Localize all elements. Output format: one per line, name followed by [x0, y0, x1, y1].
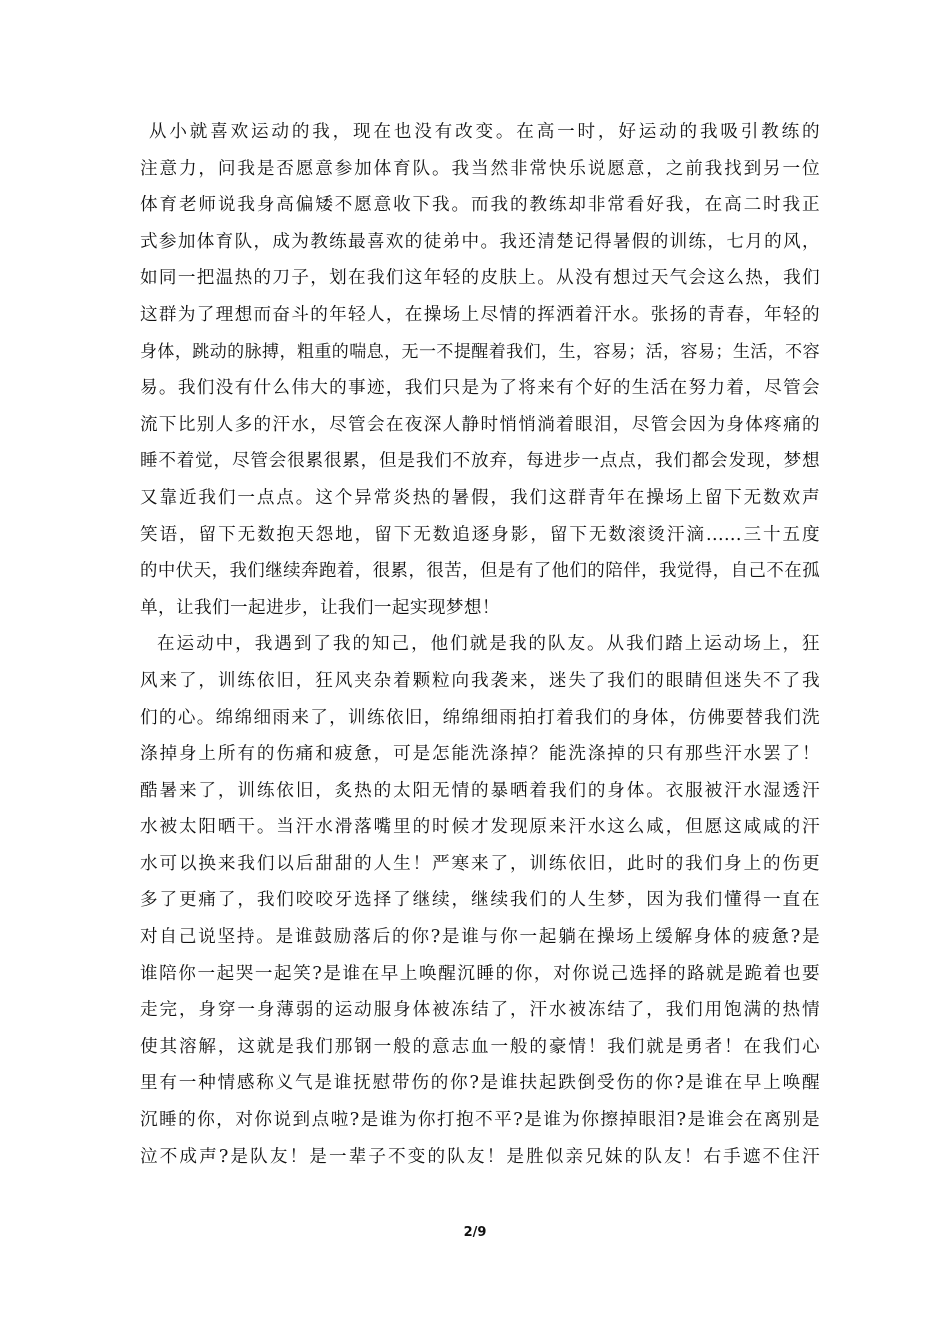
text-line: 风来了，训练依旧，狂风夹杂着颗粒向我袭来，迷失了我们的眼睛但迷失不了我: [140, 670, 820, 691]
text-line: 注意力，问我是否愿意参加体育队。我当然非常快乐说愿意，之前我找到另一位: [140, 158, 820, 179]
text-line: 使其溶解，这就是我们那钢一般的意志血一般的豪情！我们就是勇者！在我们心: [140, 1036, 820, 1057]
text-line: 身体，跳动的脉搏，粗重的喘息，无一不提醒着我们，生，容易；活，容易；生活，不容: [140, 341, 820, 362]
text-line: 流下比别人多的汗水，尽管会在夜深人静时悄悄淌着眼泪，尽管会因为身体疼痛的: [140, 414, 820, 435]
text-line: 又靠近我们一点点。这个异常炎热的暑假，我们这群青年在操场上留下无数欢声: [140, 487, 820, 508]
text-line: 的中伏天，我们继续奔跑着，很累，很苦，但是有了他们的陪伴，我觉得，自己不在孤: [140, 561, 820, 582]
text-line: 在运动中，我遇到了我的知己，他们就是我的队友。从我们踏上运动场上，狂: [157, 634, 820, 655]
text-line: 走完，身穿一身薄弱的运动服身体被冻结了，汗水被冻结了，我们用饱满的热情: [140, 1000, 820, 1021]
text-line: 多了更痛了，我们咬咬牙选择了继续，继续我们的人生梦，因为我们懂得一直在: [140, 890, 820, 911]
text-line: 涤掉身上所有的伤痛和疲惫，可是怎能洗涤掉？能洗涤掉的只有那些汗水罢了！: [140, 744, 820, 765]
body-text: [140, 114, 820, 1175]
text-line: 式参加体育队，成为教练最喜欢的徒弟中。我还清楚记得暑假的训练，七月的风，: [140, 231, 820, 252]
text-line: 易。我们没有什么伟大的事迹，我们只是为了将来有个好的生活在努力着，尽管会: [140, 378, 820, 399]
paragraph: [140, 114, 820, 626]
text-line: 谁陪你一起哭一起笑?是谁在早上唤醒沉睡的你，对你说己选择的路就是跪着也要: [140, 963, 820, 984]
text-line: 从小就喜欢运动的我，现在也没有改变。在高一时，好运动的我吸引教练的: [149, 122, 820, 142]
page-number: 2/9: [463, 1225, 487, 1240]
text-line: 如同一把温热的刀子，划在我们这年轻的皮肤上。从没有想过天气会这么热，我们: [140, 268, 820, 289]
text-line: 对自己说坚持。是谁鼓励落后的你?是谁与你一起躺在操场上缓解身体的疲惫?是: [140, 927, 820, 948]
text-line: 睡不着觉，尽管会很累很累，但是我们不放弃，每进步一点点，我们都会发现，梦想: [140, 451, 820, 472]
paragraph: [140, 626, 820, 1175]
text-line: 水可以换来我们以后甜甜的人生！严寒来了，训练依旧，此时的我们身上的伤更: [140, 853, 820, 874]
text-line: 体育老师说我身高偏矮不愿意收下我。而我的教练却非常看好我，在高二时我正: [140, 195, 820, 216]
text-line: 单，让我们一起进步，让我们一起实现梦想！: [140, 597, 500, 618]
text-line: 沉睡的你，对你说到点啦?是谁为你打抱不平?是谁为你擦掉眼泪?是谁会在离别是: [140, 1110, 820, 1131]
text-line: 泣不成声?是队友！是一辈子不变的队友！是胜似亲兄妹的队友！右手遮不住汗: [140, 1146, 820, 1167]
text-line: 水被太阳晒干。当汗水滑落嘴里的时候才发现原来汗水这么咸，但愿这咸咸的汗: [140, 817, 820, 838]
text-line: 这群为了理想而奋斗的年轻人，在操场上尽情的挥洒着汗水。张扬的青春，年轻的: [140, 304, 820, 325]
text-line: 酷暑来了，训练依旧，炙热的太阳无情的暴晒着我们的身体。衣服被汗水湿透汗: [140, 780, 820, 801]
text-line: 们的心。绵绵细雨来了，训练依旧，绵绵细雨拍打着我们的身体，仿佛要替我们洗: [140, 707, 820, 728]
text-line: 里有一种情感称义气是谁抚慰带伤的你?是谁扶起跌倒受伤的你?是谁在早上唤醒: [140, 1073, 820, 1094]
text-line: 笑语，留下无数抱天怨地，留下无数追逐身影，留下无数滚烫汗滴......三十五度: [140, 524, 820, 545]
